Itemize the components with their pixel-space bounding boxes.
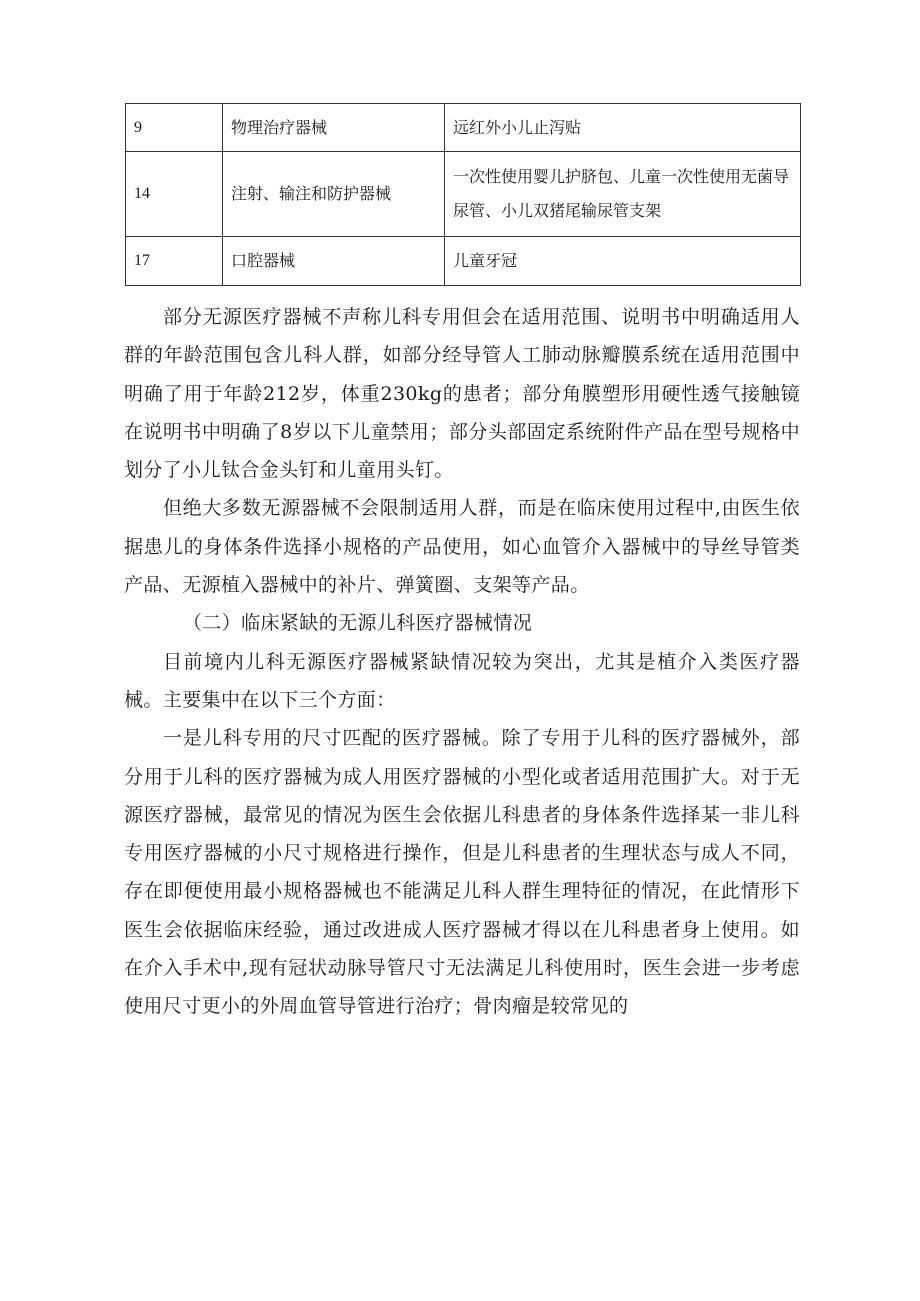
- table-cell-code: 9: [126, 104, 223, 152]
- table-cell-category: 注射、输注和防护器械: [223, 152, 445, 237]
- body-text: [124, 298, 800, 1026]
- table-row: [126, 237, 801, 286]
- table-cell-code: 14: [126, 152, 223, 237]
- table-cell-code: 17: [126, 237, 223, 286]
- table-cell-products: 远红外小儿止泻贴: [445, 104, 801, 152]
- table-cell-products: 一次性使用婴儿护脐包、儿童一次性使用无菌导尿管、小儿双猪尾输尿管支架: [445, 152, 801, 237]
- paragraph: 但绝大多数无源器械不会限制适用人群，而是在临床使用过程中,由医生依据患儿的身体条件选择小规格的产品使用，如心血管介入器械中的导丝导管类产品、无源植入器械中的补片、弹簧圈、支架等产品。: [124, 497, 800, 597]
- table-cell-category: 口腔器械: [223, 237, 445, 286]
- paragraph: 部分无源医疗器械不声称儿科专用但会在适用范围、说明书中明确适用人群的年龄范围包含儿科人群，如部分经导管人工肺动脉瓣膜系统在适用范围中明确了用于年龄212岁，体重230kg的患者；部分角膜塑形用硬性透气接触镜在说明书中明确了8岁以下儿童禁用；部分头部固定系统附件产品在型号规格中划分了小儿钛合金头钉和儿童用头钉。: [124, 306, 800, 482]
- device-table: [125, 103, 801, 286]
- table-cell-products: 儿童牙冠: [445, 237, 801, 286]
- table-cell-category: 物理治疗器械: [223, 104, 445, 152]
- paragraph: 一是儿科专用的尺寸匹配的医疗器械。除了专用于儿科的医疗器械外，部分用于儿科的医疗器械为成人用医疗器械的小型化或者适用范围扩大。对于无源医疗器械，最常见的情况为医生会依据儿科患者的身体条件选择某一非儿科专用医疗器械的小尺寸规格进行操作，但是儿科患者的生理状态与成人不同，存在即便使用最小规格器械也不能满足儿科人群生理特征的情况，在此情形下医生会依据临床经验，通过改进成人医疗器械才得以在儿科患者身上使用。如在介入手术中,现有冠状动脉导管尺寸无法满足儿科使用时，医生会进一步考虑使用尺寸更小的外周血管导管进行治疗；骨肉瘤是较常见的: [124, 727, 800, 1018]
- table-row: [126, 104, 801, 152]
- section-heading: （二）临床紧缺的无源儿科医疗器械情况: [182, 612, 533, 635]
- paragraph: 目前境内儿科无源医疗器械紧缺情况较为突出，尤其是植介入类医疗器械。主要集中在以下三个方面：: [124, 650, 800, 711]
- table-row: [126, 152, 801, 237]
